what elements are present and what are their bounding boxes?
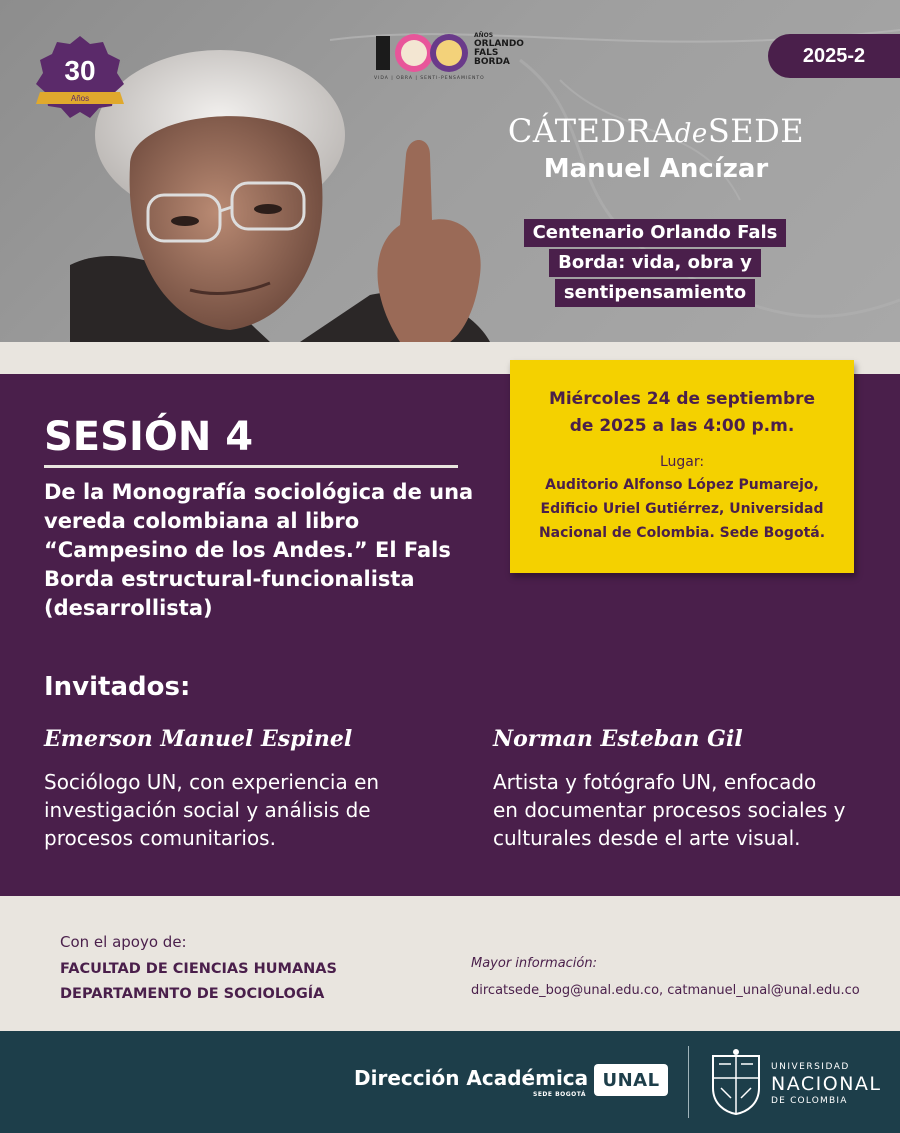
- university-shield-icon: [707, 1048, 765, 1116]
- guest-card: [44, 726, 444, 852]
- support-org: DEPARTAMENTO DE SOCIOLOGÍA: [60, 986, 325, 1002]
- centenario-anos: AÑOS: [474, 32, 494, 39]
- catedra-name: Manuel Ancízar: [543, 154, 769, 184]
- catedra-title: [486, 112, 826, 184]
- event-date: Miércoles 24 de septiembre de 2025 a las 4:00 p.m.: [548, 389, 816, 436]
- centenario-logo: [374, 30, 534, 86]
- semester-badge: 2025-2: [768, 34, 900, 78]
- centenario-digits-icon: [374, 30, 472, 76]
- centenario-name: ORLANDO FALS BORDA: [474, 39, 524, 67]
- badge-years: 30: [64, 55, 96, 86]
- guest-name: Norman Esteban Gil: [493, 726, 743, 752]
- cycle-title: [490, 218, 820, 308]
- event-info-box: [510, 360, 854, 573]
- badge-label: Años: [70, 94, 90, 103]
- unal-logo: UNAL: [594, 1064, 668, 1096]
- support-label: Con el apoyo de:: [60, 933, 187, 951]
- info-label: Mayor información:: [471, 956, 597, 971]
- divider: [688, 1046, 689, 1118]
- cycle-title-line: Centenario Orlando Fals: [524, 219, 787, 247]
- info-section: [471, 956, 860, 998]
- cycle-title-line: sentipensamiento: [555, 279, 755, 307]
- place-label: Lugar:: [659, 454, 705, 470]
- guest-description: Sociólogo UN, con experiencia en investigación social y análisis de procesos comunitarios.: [44, 770, 380, 850]
- session-label: SESIÓN 4: [44, 414, 254, 460]
- guest-description: Artista y fotógrafo UN, enfocado en documentar procesos sociales y culturales desde el arte visual.: [493, 770, 846, 850]
- divider: [44, 465, 458, 468]
- support-org: FACULTAD DE CIENCIAS HUMANAS: [60, 961, 337, 977]
- guests-heading: Invitados:: [44, 672, 191, 702]
- university-name: UNIVERSIDAD NACIONAL DE COLOMBIA: [771, 1062, 882, 1106]
- 30-years-badge: [32, 34, 128, 122]
- guest-card: [493, 726, 893, 852]
- guest-name: Emerson Manuel Espinel: [44, 726, 353, 752]
- session-title: De la Monografía sociológica de una vereda colombiana al libro “Campesino de los Andes.” El Fals Borda estructural-funcionalista (desarrollista): [44, 480, 474, 620]
- sede-label: SEDE BOGOTÁ: [533, 1091, 587, 1098]
- catedra-wordmark: CÁTEDRAdeSEDE: [507, 112, 805, 150]
- direccion-academica: Dirección Académica: [354, 1066, 589, 1090]
- portrait-image: [70, 45, 510, 342]
- cycle-title-line: Borda: vida, obra y: [549, 249, 761, 277]
- centenario-subtitle: VIDA | OBRA | SENTI-PENSAMIENTO: [374, 76, 485, 81]
- event-place: Auditorio Alfonso López Pumarejo, Edificio Uriel Gutiérrez, Universidad Nacional de Colombia. Sede Bogotá.: [538, 477, 826, 541]
- info-emails[interactable]: dircatsede_bog@unal.edu.co, catmanuel_unal@unal.edu.co: [471, 983, 860, 998]
- support-section: [60, 933, 337, 1007]
- header-banner: [0, 0, 900, 342]
